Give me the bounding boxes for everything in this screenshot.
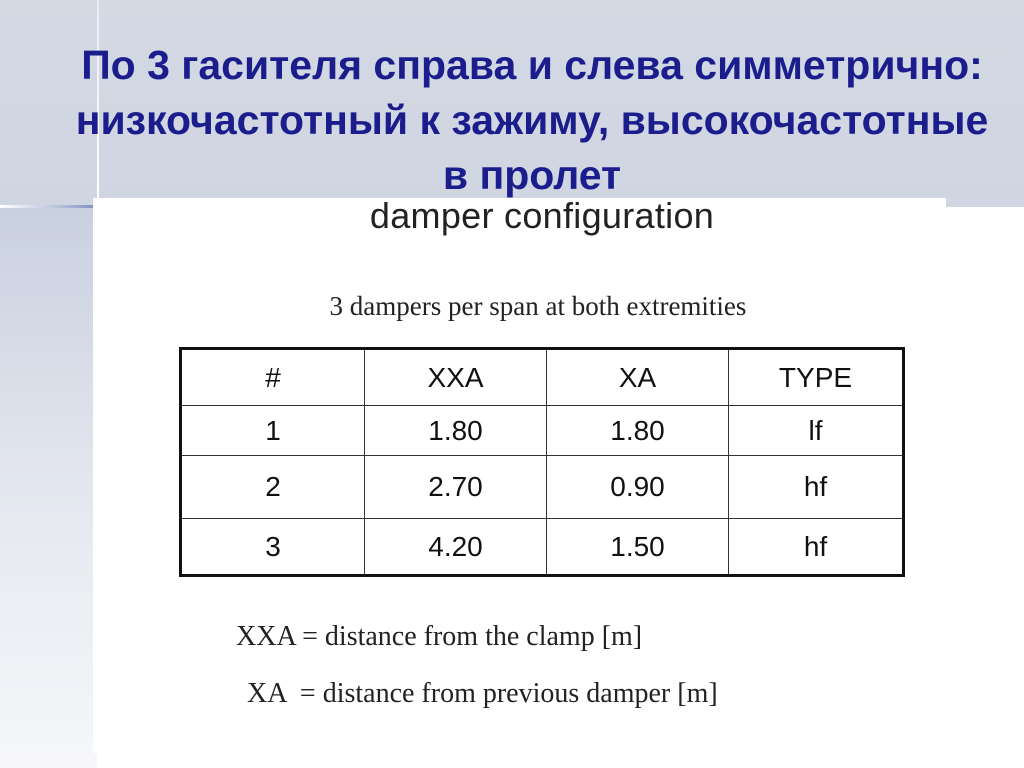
- table-header-row: [181, 349, 904, 406]
- table-cell: 4.20: [365, 519, 547, 576]
- table-cell: 1.50: [547, 519, 729, 576]
- header-cell-xa: XA: [547, 349, 729, 406]
- header-cell-number: #: [181, 349, 365, 406]
- header-cell-xxa: XXA: [365, 349, 547, 406]
- header-cell-type: TYPE: [729, 349, 904, 406]
- figure-heading: damper configuration: [369, 195, 715, 236]
- figure-subheading: 3 dampers per span at both extremities: [329, 291, 747, 321]
- table-cell: 2.70: [365, 456, 547, 519]
- table-cell: 1.80: [365, 406, 547, 456]
- table-cell: 2: [181, 456, 365, 519]
- table-cell: 1: [181, 406, 365, 456]
- table-row: [181, 519, 904, 576]
- table-row: [181, 456, 904, 519]
- table-cell: hf: [729, 519, 904, 576]
- slide-title: По 3 гасителя справа и слева симметрично: низкочастотный к зажиму, высокочастотные в пролет: [75, 42, 989, 198]
- table-cell: 3: [181, 519, 365, 576]
- damper-table: [179, 347, 905, 577]
- table-cell: lf: [729, 406, 904, 456]
- table-row: [181, 406, 904, 456]
- table-cell: 1.80: [547, 406, 729, 456]
- table-cell: 0.90: [547, 456, 729, 519]
- legend-xxa: XXA = distance from the clamp [m]: [236, 621, 643, 652]
- legend-xa: XA = distance from previous damper [m]: [247, 678, 718, 709]
- table-cell: hf: [729, 456, 904, 519]
